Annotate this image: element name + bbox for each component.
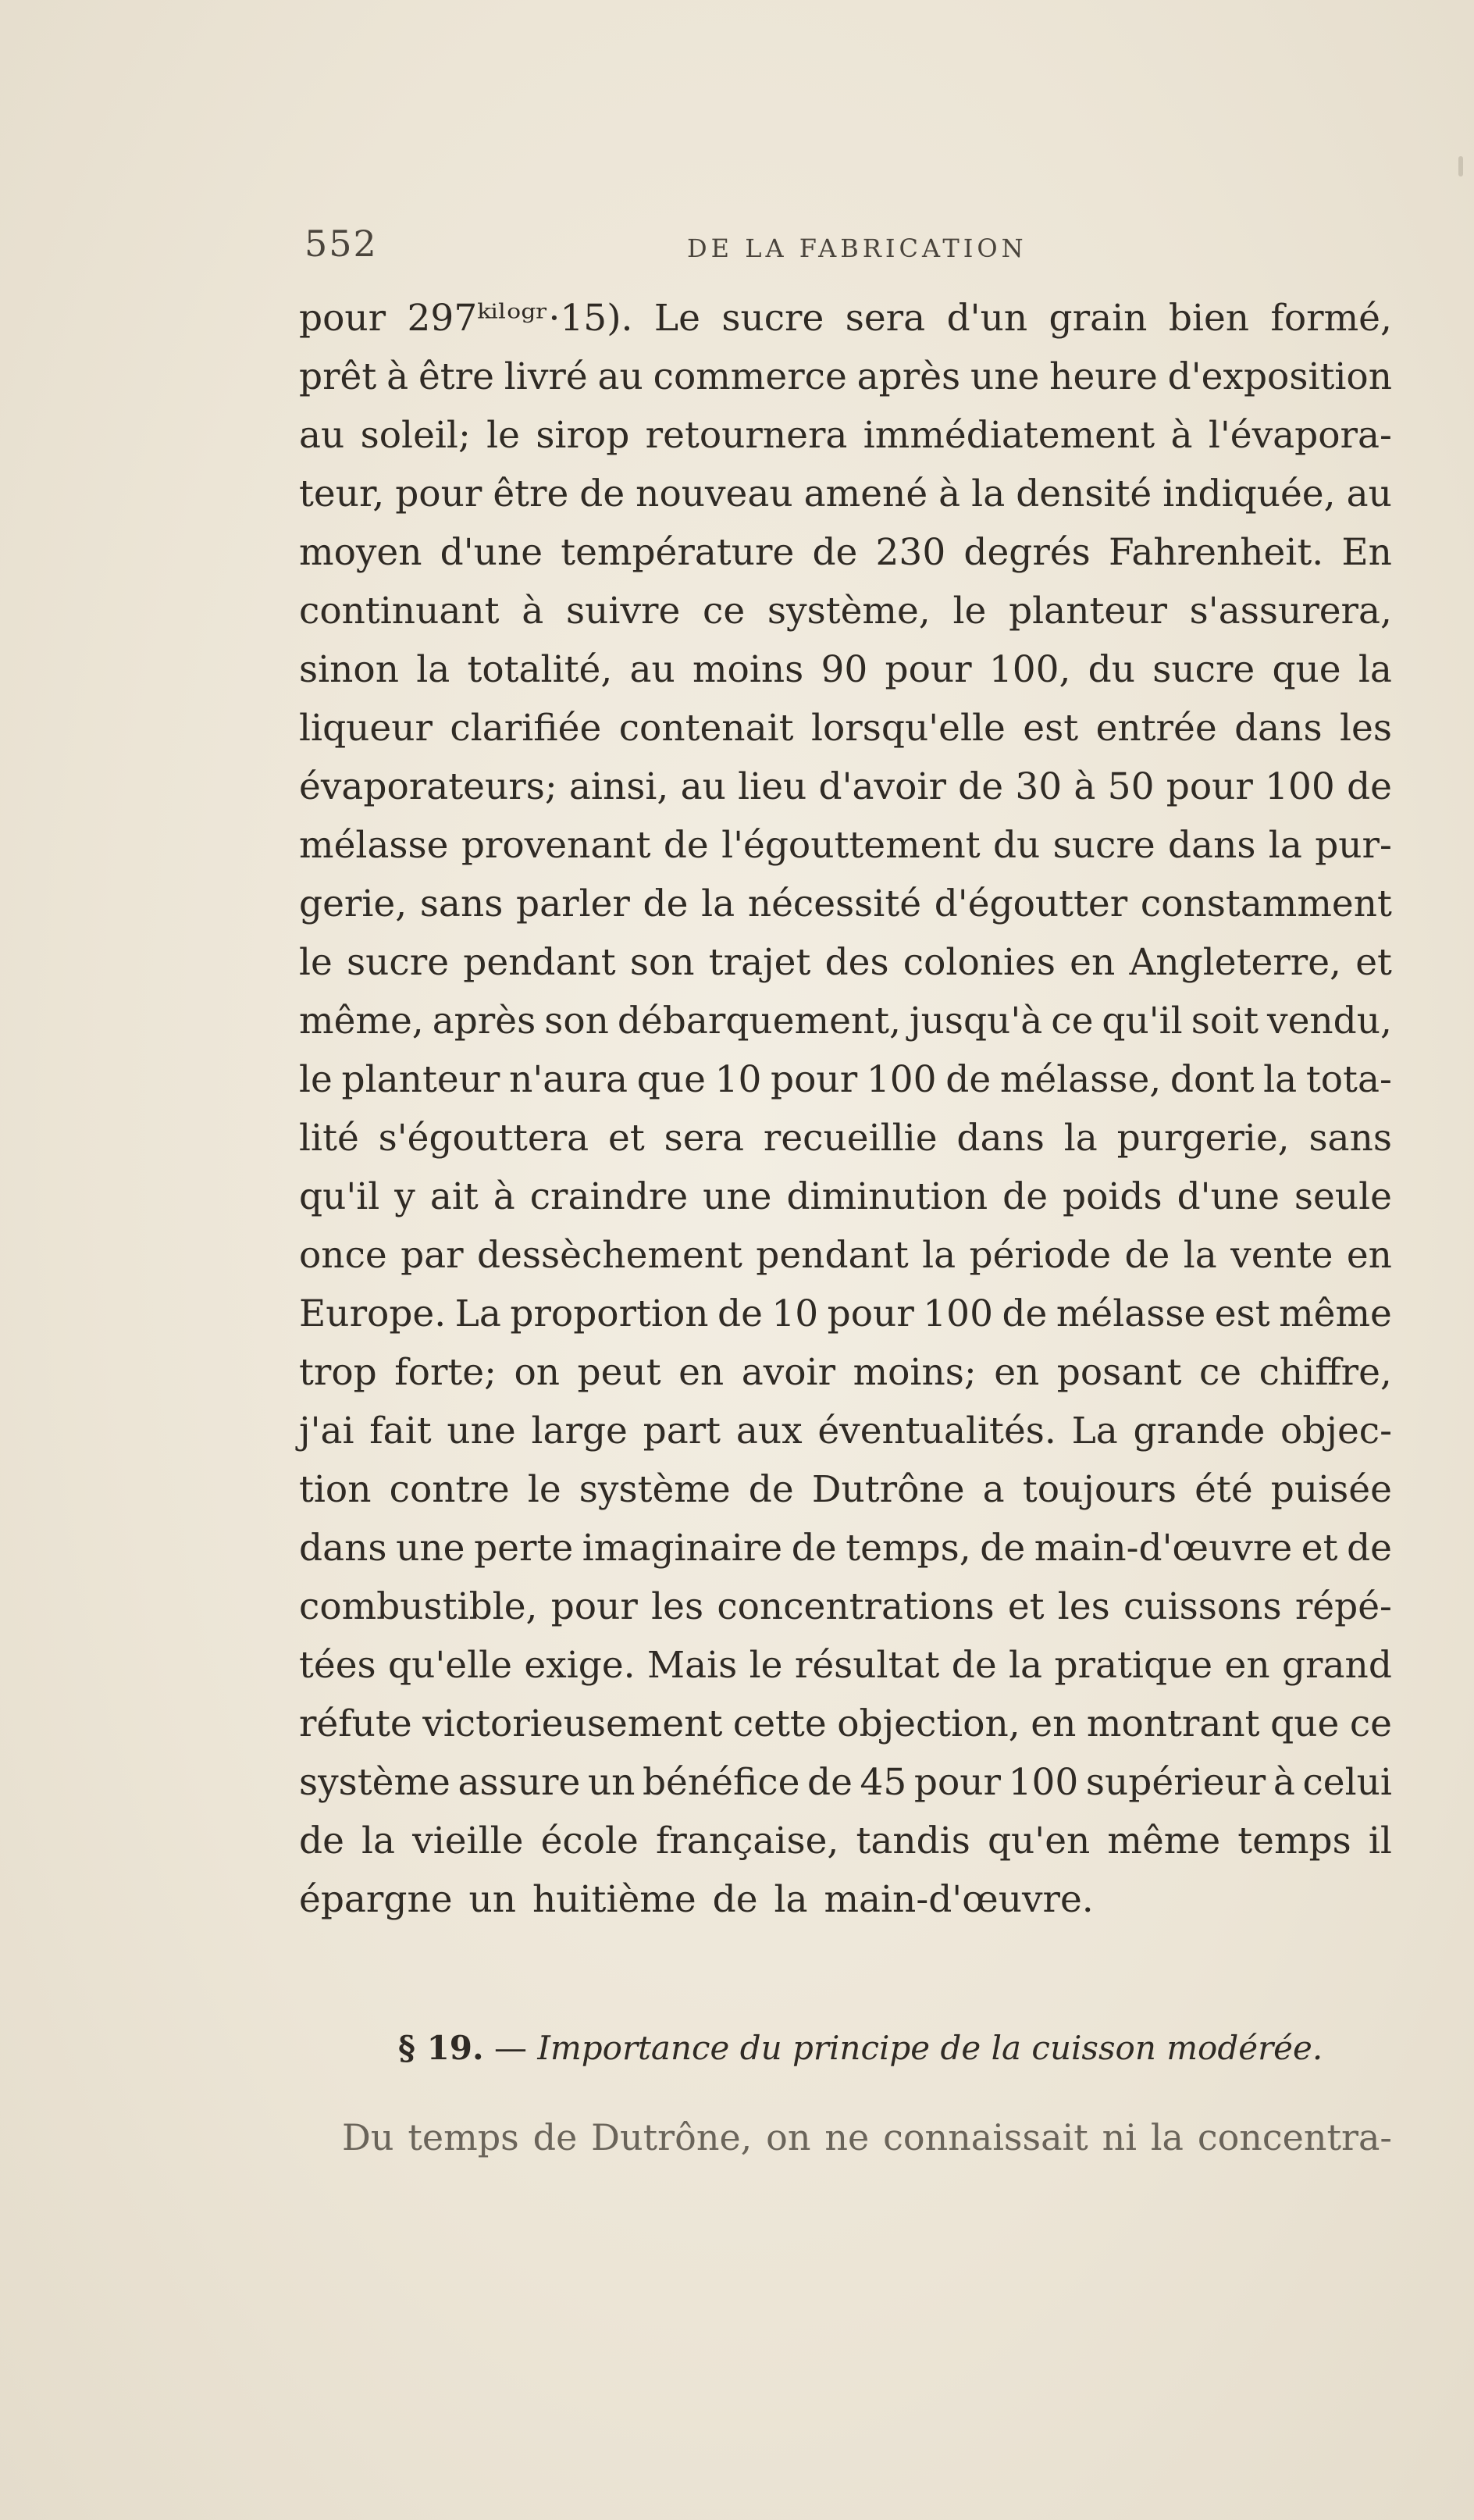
text-line: tion contre le système de Dutrône a toujours été puisée [299,1468,1392,1511]
text-line: tées qu'elle exige. Mais le résultat de la pratique en grand [299,1644,1392,1687]
section-title: Importance du principe de la cuisson modérée. [537,2029,1323,2067]
text-line: système assure un bénéfice de 45 pour 100 supérieur à celui [299,1761,1392,1804]
text-line: le planteur n'aura que 10 pour 100 de mélasse, dont la tota- [299,1058,1392,1101]
text-line: pour 297ᵏⁱˡᵒᵍʳ·15). Le sucre sera d'un grain bien formé, [299,297,1392,340]
text-line: sinon la totalité, au moins 90 pour 100, du sucre que la [299,648,1392,691]
text-line: moyen d'une température de 230 degrés Fahrenheit. En [299,531,1392,574]
section-dash: — [494,2029,528,2067]
text-line: liqueur clarifiée contenait lorsqu'elle est entrée dans les [299,707,1392,750]
page-number: 552 [304,223,378,265]
text-line: trop forte; on peut en avoir moins; en posant ce chiffre, [299,1351,1392,1394]
text-line: réfute victorieusement cette objection, en montrant que ce [299,1702,1392,1745]
text-line: combustible, pour les concentrations et les cuissons répé- [299,1585,1392,1628]
text-line: le sucre pendant son trajet des colonies en Angleterre, et [299,941,1392,984]
text-line: Europe. La proportion de 10 pour 100 de mélasse est même [299,1292,1392,1335]
section-number: § 19. [398,2029,484,2067]
body-text [299,289,1392,1929]
text-line: épargne un huitième de la main-d'œuvre. [299,1878,1094,1921]
text-line: de la vieille école française, tandis qu'en même temps il [299,1820,1392,1862]
text-line: au soleil; le sirop retournera immédiatement à l'évapora- [299,414,1392,457]
text-line: dans une perte imaginaire de temps, de main-d'œuvre et de [299,1527,1392,1570]
text-line: teur, pour être de nouveau amené à la densité indiquée, au [299,472,1392,515]
page-edge-mark [1458,156,1463,176]
running-title: DE LA FABRICATION [687,233,1027,263]
text-line: prêt à être livré au commerce après une heure d'exposition [299,355,1392,398]
text-line: même, après son débarquement, jusqu'à ce qu'il soit vendu, [299,1000,1392,1043]
text-line: qu'il y ait à craindre une diminution de poids d'une seule [299,1175,1392,1218]
running-head [304,223,1390,277]
text-line: continuant à suivre ce système, le planteur s'assurera, [299,590,1392,633]
text-line: j'ai fait une large part aux éventualités. La grande objec- [299,1410,1392,1452]
text-line: mélasse provenant de l'égouttement du sucre dans la pur- [299,824,1392,867]
section-heading [398,2029,1323,2067]
text-line: once par dessèchement pendant la période de la vente en [299,1234,1392,1277]
continuation-line: Du temps de Dutrône, on ne connaissait ni la concentra- [342,2116,1392,2158]
text-line: lité s'égouttera et sera recueillie dans la purgerie, sans [299,1117,1392,1160]
text-line: évaporateurs; ainsi, au lieu d'avoir de 30 à 50 pour 100 de [299,765,1392,808]
text-line: gerie, sans parler de la nécessité d'égoutter constamment [299,882,1392,925]
